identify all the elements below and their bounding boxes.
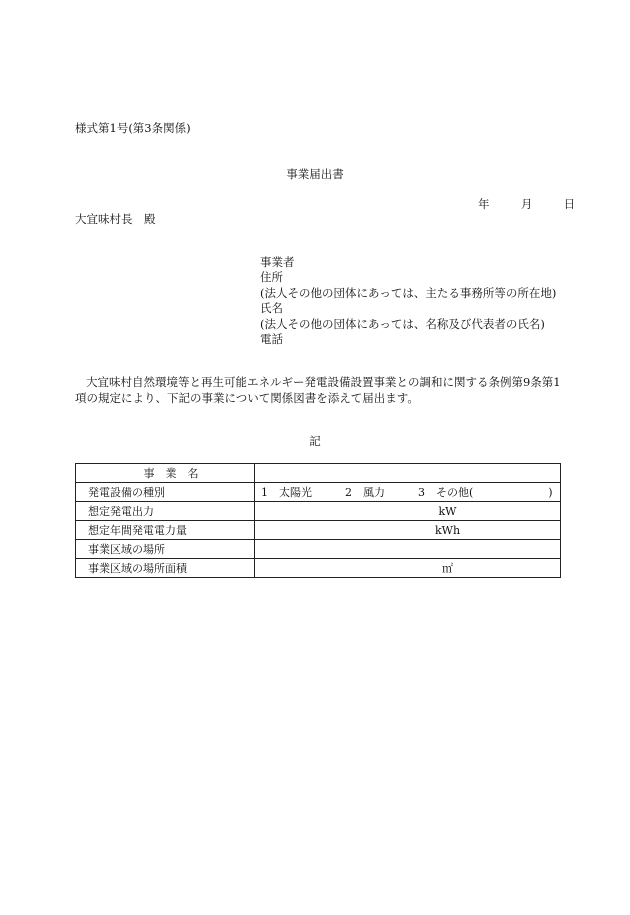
phone-label: 電話 (260, 332, 283, 347)
row-value-site-area-unit[interactable]: ㎡ (255, 559, 561, 578)
applicant-block (260, 255, 556, 347)
table-row (76, 502, 561, 521)
applicant-label: 事業者 (260, 255, 295, 269)
date-year-label: 年 (478, 197, 490, 211)
table-row (76, 464, 561, 483)
row-label-facility-type: 発電設備の種別 (76, 483, 255, 502)
row-label-site-area: 事業区域の場所面積 (76, 559, 255, 578)
row-value-output-unit[interactable]: kW (255, 502, 561, 521)
date-month-label: 月 (520, 197, 533, 211)
option-wind[interactable]: 2 風力 (345, 486, 385, 499)
name-label: 氏名 (260, 301, 283, 316)
table-row (76, 559, 561, 578)
row-label-annual-generation: 想定年間発電電力量 (76, 521, 255, 540)
date-line (478, 196, 575, 212)
date-day-label: 日 (563, 197, 576, 211)
option-solar[interactable]: 1 太陽光 (261, 486, 312, 499)
row-label-project-name: 事 業 名 (76, 464, 255, 483)
form-number: 様式第1号(第3条関係) (75, 121, 191, 135)
addressee: 大宜味村長 殿 (75, 212, 156, 226)
ki-heading: 記 (309, 434, 321, 448)
table-row (76, 483, 561, 502)
details-table (75, 463, 561, 578)
table-row (76, 540, 561, 559)
address-label: 住所 (260, 270, 283, 285)
row-value-annual-generation-unit[interactable]: kWh (255, 521, 561, 540)
row-value-site-location[interactable] (255, 540, 561, 559)
name-note: (法人その他の団体にあっては、名称及び代表者の氏名) (260, 316, 545, 331)
option-other-close: ) (548, 486, 553, 499)
row-value-facility-type[interactable] (255, 483, 561, 502)
row-value-project-name[interactable] (255, 464, 561, 483)
row-label-site-location: 事業区域の場所 (76, 540, 255, 559)
address-note: (法人その他の団体にあっては、主たる事務所等の所在地) (260, 285, 557, 300)
document-title: 事業届出書 (286, 167, 344, 181)
option-other[interactable]: 3 その他( (418, 486, 474, 499)
body-paragraph: 大宜味村自然環境等と再生可能エネルギー発電設備設置事業との調和に関する条例第9条第1項の規定により、下記の事業について関係図書を添えて届出ます。 (75, 375, 561, 405)
row-label-output: 想定発電出力 (76, 502, 255, 521)
table-row (76, 521, 561, 540)
